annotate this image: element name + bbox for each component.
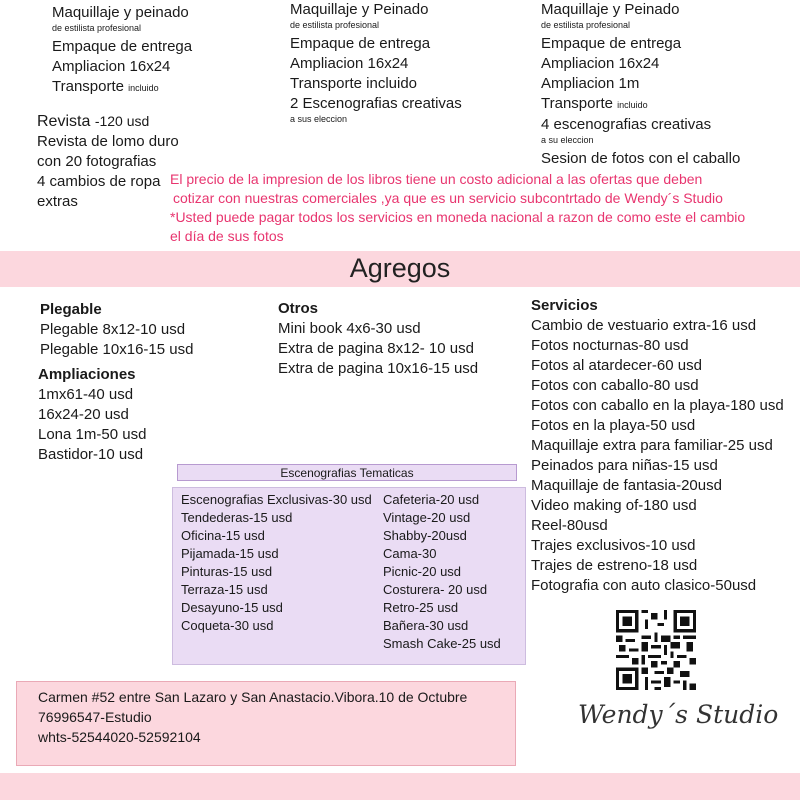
otros-section — [278, 299, 478, 379]
escenografia-item: Costurera- 20 usd — [383, 582, 488, 597]
package-line-text: Transporte — [541, 95, 613, 112]
escenografia-item: Cafeteria-20 usd — [383, 492, 480, 507]
package-right — [541, 0, 740, 169]
package-line: Ampliacion 16x24 — [52, 58, 171, 75]
otros-title: Otros — [278, 300, 319, 317]
notice-text — [170, 170, 745, 246]
revista-title: Revista — [37, 113, 91, 130]
servicios-item: Peinados para niñas-15 usd — [531, 457, 718, 474]
otros-item: Mini book 4x6-30 usd — [278, 320, 421, 337]
plegable-item: Plegable 8x12-10 usd — [40, 321, 186, 338]
ampliaciones-section — [38, 365, 146, 465]
plegable-title: Plegable — [40, 301, 102, 318]
bottom-band — [0, 773, 800, 800]
escenografia-item: Desayuno-15 usd — [181, 600, 283, 615]
escenografia-item: Oficina-15 usd — [181, 528, 265, 543]
servicios-item: Fotos al atardecer-60 usd — [531, 357, 702, 374]
escenografias-box — [172, 487, 526, 665]
escenografia-item: Vintage-20 usd — [383, 510, 471, 525]
agregos-title: Agregos — [349, 253, 451, 283]
servicios-item: Cambio de vestuario extra-16 usd — [531, 317, 757, 334]
package-line: 2 Escenografias creativas — [290, 95, 462, 112]
package-line — [52, 77, 192, 98]
package-line: Transporte incluido — [290, 75, 418, 92]
package-line — [541, 94, 740, 115]
package-middle — [290, 0, 462, 125]
servicios-item: Trajes de estreno-18 usd — [531, 557, 698, 574]
servicios-item: Fotografia con auto clasico-50usd — [531, 577, 757, 594]
address-line: Carmen #52 entre San Lazaro y San Anastacio.Vibora.10 de Octubre — [38, 689, 468, 705]
package-line-note: de estilista profesional — [541, 20, 631, 30]
qr-code-icon — [616, 610, 696, 690]
revista-line: Revista de lomo duro — [37, 133, 179, 150]
ampliaciones-title: Ampliaciones — [38, 366, 136, 383]
escenografia-item: Smash Cake-25 usd — [383, 636, 501, 651]
whatsapp-line: whts-52544020-52592104 — [38, 729, 201, 745]
package-line: Sesion de fotos con el caballo — [541, 150, 741, 167]
otros-item: Extra de pagina 8x12- 10 usd — [278, 340, 474, 357]
package-line-note: de estilista profesional — [290, 20, 380, 30]
revista-block — [37, 111, 179, 212]
otros-item: Extra de pagina 10x16-15 usd — [278, 360, 479, 377]
servicios-item: Fotos con caballo en la playa-180 usd — [531, 397, 784, 414]
servicios-section — [531, 296, 784, 596]
notice-line: el día de sus fotos — [170, 228, 284, 244]
escenografia-item: Terraza-15 usd — [181, 582, 268, 597]
escenografia-item: Escenografias Exclusivas-30 usd — [181, 492, 372, 507]
servicios-item: Maquillaje extra para familiar-25 usd — [531, 437, 773, 454]
package-line-note: incluido — [617, 100, 648, 110]
plegable-section — [40, 300, 193, 360]
ampliaciones-item: Lona 1m-50 usd — [38, 426, 147, 443]
revista-line: extras — [37, 193, 78, 210]
package-line: Empaque de entrega — [52, 38, 193, 55]
package-line: Maquillaje y Peinado — [541, 1, 680, 18]
package-line-note: de estilista profesional — [52, 23, 142, 33]
package-line: Maquillaje y Peinado — [290, 1, 429, 18]
escenografia-item: Retro-25 usd — [383, 600, 459, 615]
escenografias-col2 — [383, 491, 501, 653]
package-line-note: incluido — [128, 83, 159, 93]
phone-line: 76996547-Estudio — [38, 709, 152, 725]
revista-line: con 20 fotografias — [37, 153, 157, 170]
servicios-item: Fotos nocturnas-80 usd — [531, 337, 689, 354]
package-line: Maquillaje y peinado — [52, 4, 189, 21]
ampliaciones-item: Bastidor-10 usd — [38, 446, 144, 463]
escenografia-item: Cama-30 — [383, 546, 437, 561]
escenografia-item: Pinturas-15 usd — [181, 564, 273, 579]
servicios-item: Maquillaje de fantasia-20usd — [531, 477, 722, 494]
escenografia-item: Picnic-20 usd — [383, 564, 462, 579]
package-line-note: a sus eleccion — [290, 114, 348, 124]
escenografia-item: Coqueta-30 usd — [181, 618, 274, 633]
package-left — [52, 3, 192, 98]
package-line-note: a su eleccion — [541, 135, 594, 145]
escenografia-item: Tendederas-15 usd — [181, 510, 293, 525]
studio-signature: Wendy´s Studio — [578, 700, 779, 729]
escenografia-item: Shabby-20usd — [383, 528, 467, 543]
servicios-item: Fotos con caballo-80 usd — [531, 377, 699, 394]
plegable-item: Plegable 10x16-15 usd — [40, 341, 194, 358]
address-box — [16, 681, 516, 766]
escenografias-col1 — [181, 491, 372, 635]
notice-line: *Usted puede pagar todos los servicios en moneda nacional a razon de como este el cambio — [170, 209, 746, 225]
package-line: Ampliacion 16x24 — [290, 55, 409, 72]
revista-price: -120 usd — [94, 113, 150, 129]
package-line: Empaque de entrega — [541, 35, 682, 52]
ampliaciones-item: 1mx61-40 usd — [38, 386, 134, 403]
ampliaciones-item: 16x24-20 usd — [38, 406, 129, 423]
notice-line: cotizar con nuestras comerciales ,ya que es un servicio subcontrtado de Wendy´s Studio — [173, 190, 723, 206]
escenografias-title: Escenografias Tematicas — [177, 464, 517, 481]
escenografia-item: Bañera-30 usd — [383, 618, 469, 633]
revista-title-line — [37, 111, 179, 132]
package-line: Ampliacion 16x24 — [541, 55, 660, 72]
escenografia-item: Pijamada-15 usd — [181, 546, 279, 561]
package-line: Empaque de entrega — [290, 35, 431, 52]
package-line: 4 escenografias creativas — [541, 116, 712, 133]
servicios-item: Reel-80usd — [531, 517, 608, 534]
notice-line: El precio de la impresion de los libros tiene un costo adicional a las ofertas que deben — [170, 171, 703, 187]
servicios-item: Trajes exclusivos-10 usd — [531, 537, 696, 554]
servicios-title: Servicios — [531, 297, 598, 314]
revista-line: 4 cambios de ropa — [37, 173, 161, 190]
servicios-item: Video making of-180 usd — [531, 497, 697, 514]
package-line-text: Transporte — [52, 78, 124, 95]
servicios-item: Fotos en la playa-50 usd — [531, 417, 696, 434]
package-line: Ampliacion 1m — [541, 75, 640, 92]
